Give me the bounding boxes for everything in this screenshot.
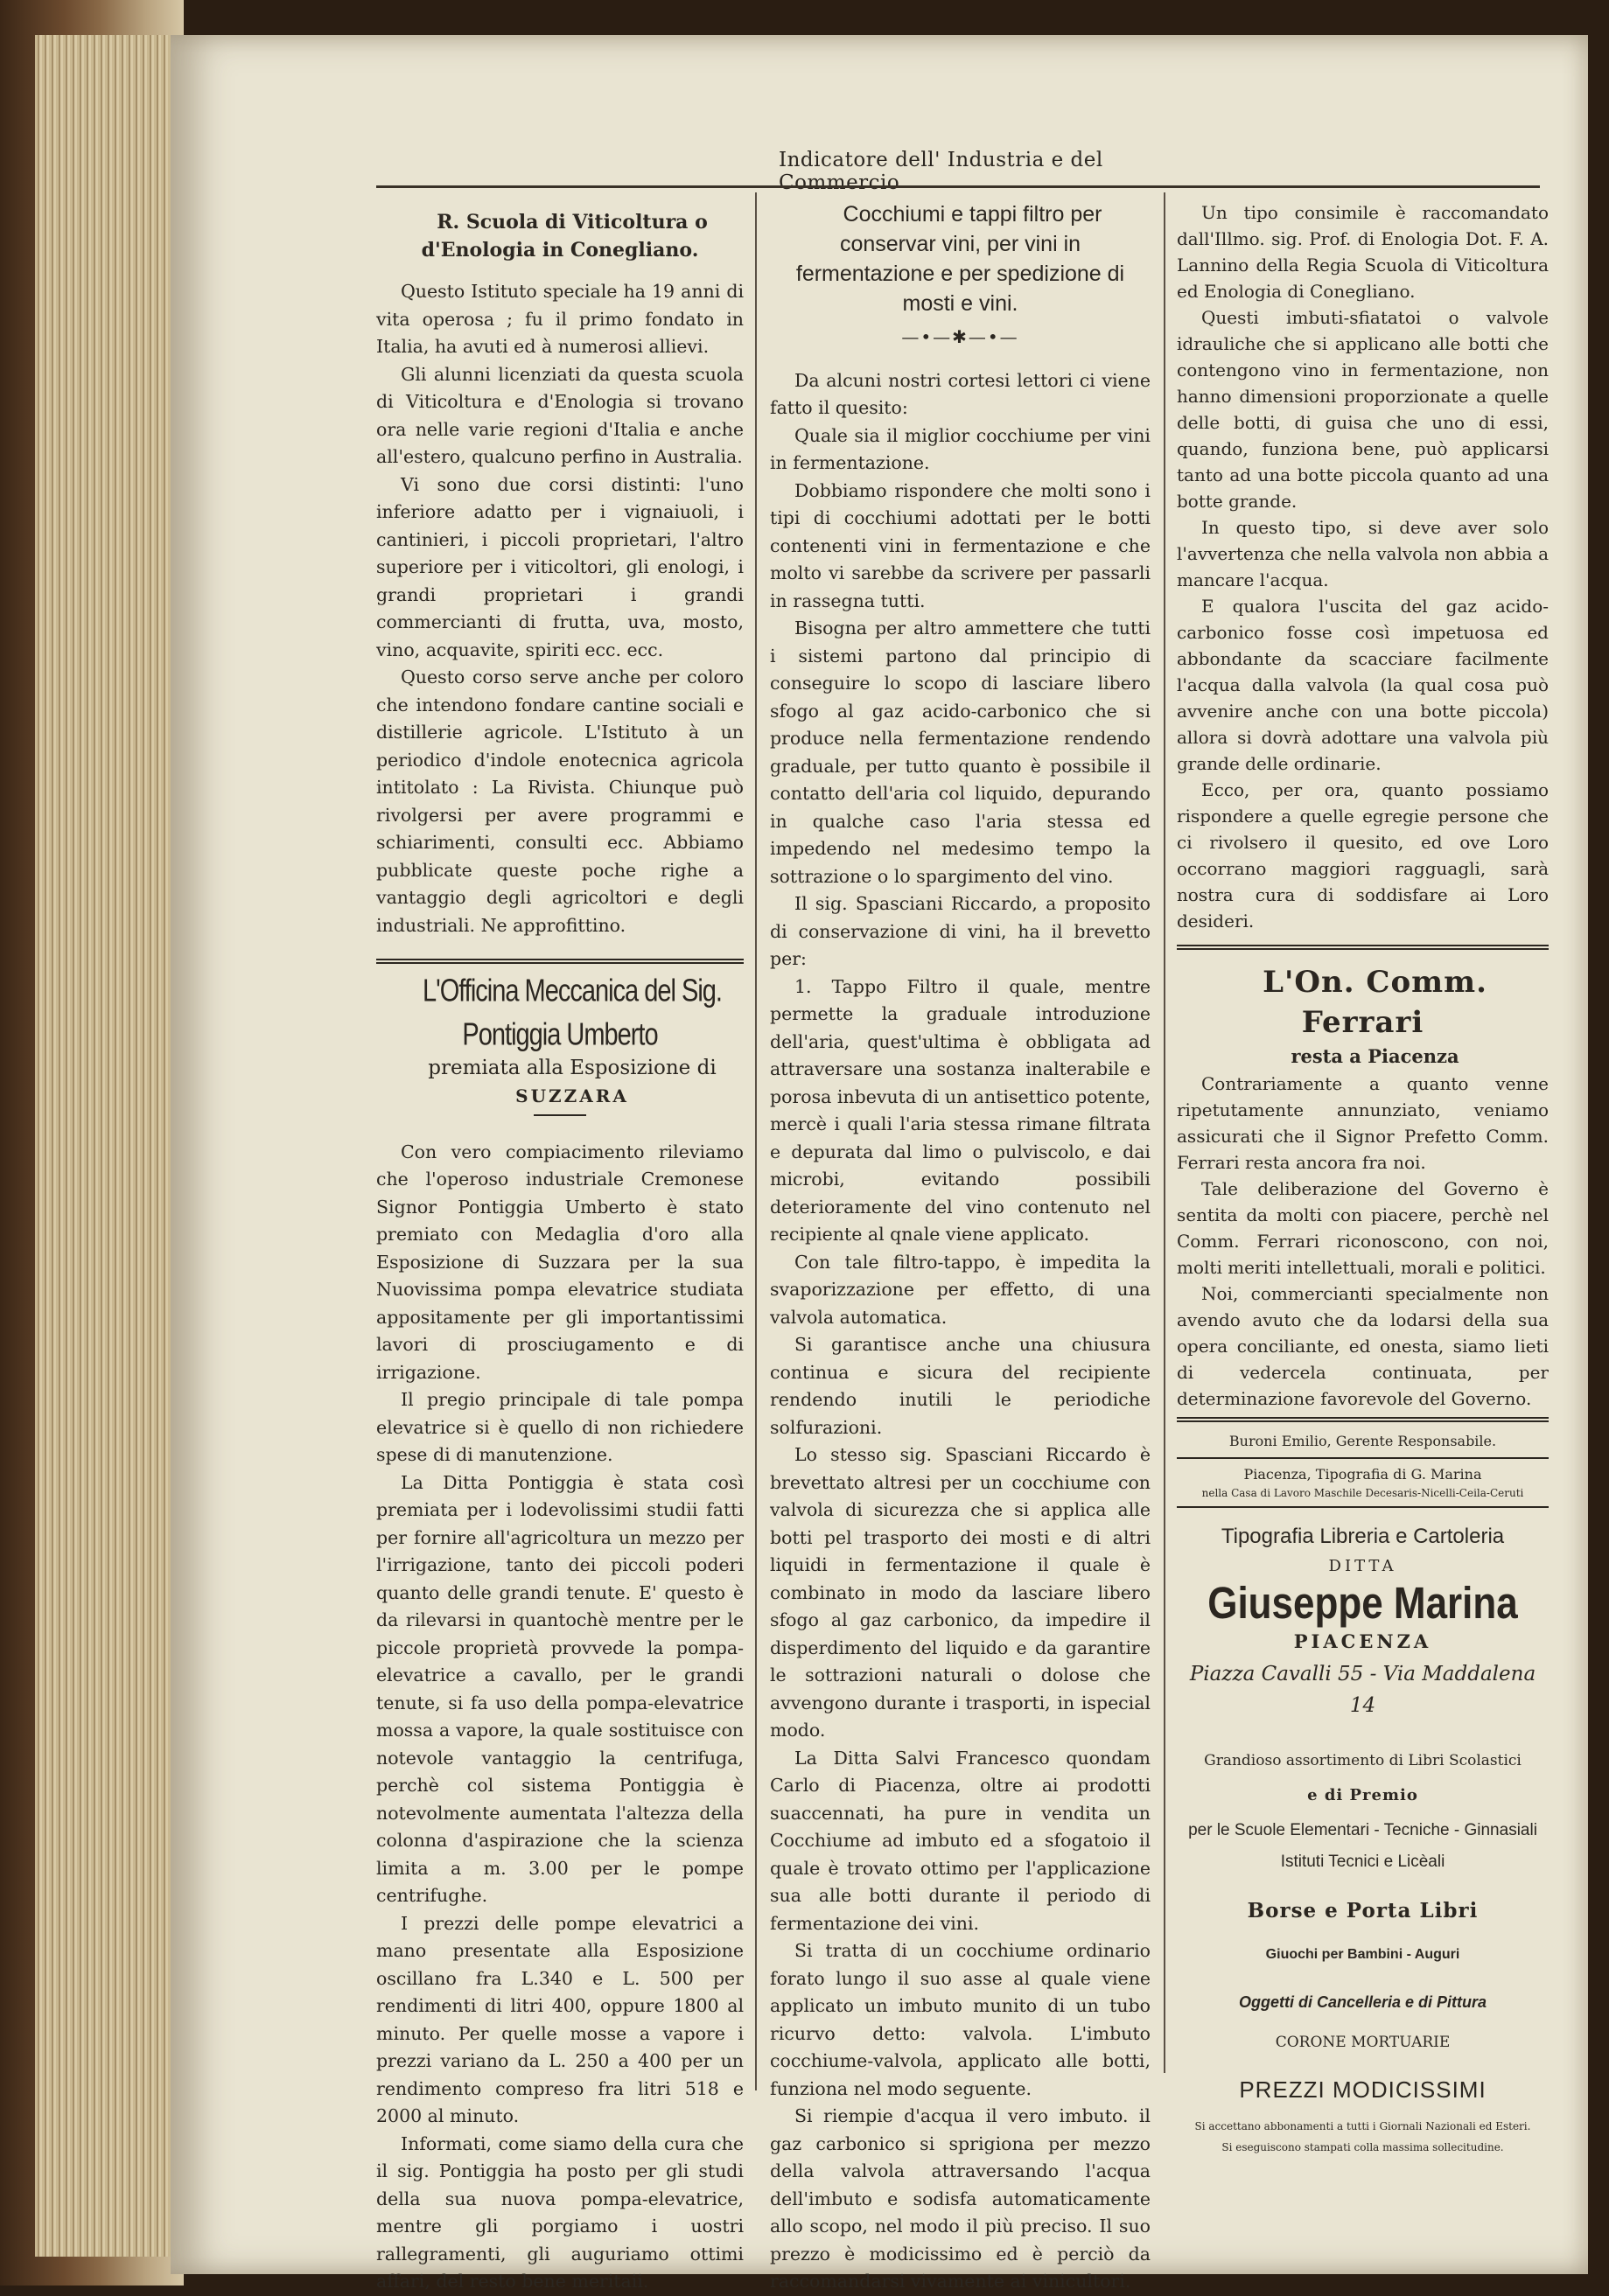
column-3: [1177, 199, 1549, 2155]
ad-line: Si eseguiscono stampati colla massima sollecitudine.: [1221, 2141, 1504, 2153]
paragraph: Bisogna per altro ammettere che tutti i sistemi partono dal principio di conseguire lo scopo di lasciare libero sfogo al gaz acido-carbonico che si produce nella fermentazione rendendo graduale, per tutto quanto è possibile il contatto dell'aria col liquido, depurando in qualche caso l'aria stessa ed impedendo nel medesimo tempo la sottrazione o lo spargimento del vino.: [770, 618, 1151, 887]
ad-line: e di Premio: [1307, 1786, 1418, 1804]
paragraph: In questo tipo, si deve aver solo l'avvertenza che nella valvola non abbia a mancare l'acqua.: [1177, 517, 1549, 590]
ad-company-name: Giuseppe Marina: [1207, 1579, 1518, 1629]
ad-line: Borse e Porta Libri: [1247, 1899, 1479, 1923]
ad-line: per le Scuole Elementari - Tecniche - Ginnasiali: [1188, 1821, 1537, 1839]
article-place: SUZZARA: [515, 1085, 629, 1106]
paragraph: Tale deliberazione del Governo è sentita da molti con piacere, perchè nel Comm. Ferrari riconoscono, con noi, molti meriti intellettuali, morali e politici.: [1177, 1178, 1549, 1278]
column-1: [376, 208, 744, 2296]
rule: [1177, 1506, 1549, 1508]
paragraph: Con tale filtro-tappo, è impedita la svaporizzazione per effetto, di una valvola automatica.: [770, 1251, 1151, 1328]
newspaper-page: [171, 35, 1588, 2292]
ad-line: CORONE MORTUARIE: [1275, 2034, 1451, 2051]
paragraph: La Ditta Pontiggia è stata così premiata per i lodevolissimi studii fatti per fornire all'agricoltura un mezzo per l'irrigazione, tanto dei piccoli poderi quanto delle grandi tenute. E' questo è da rilevarsi in quantochè mentre per le piccole proprietà provvede la pompa-elevatrice a cavallo, per le grandi tenute, si fa uso della pompa-elevatrice mossa a vapore, la quale sostituisce con notevole vantaggio la centrifuga, perchè col sistema Pontiggia è notevolmente aumentata l'altezza della colonna d'aspirazione che la scienza limita a m. 3.00 per le pompe centrifughe.: [376, 1471, 744, 1906]
paragraph: Noi, commercianti specialmente non avendo avuto che da lodarsi della sua opera conciliante, ed onesta, siamo lieti di vedercela continuata, per determinazione favorevole del Governo.: [1177, 1283, 1549, 1409]
paragraph: Dobbiamo rispondere che molti sono i tipi di cocchiumi adottati per le botti contenenti vini in fermentazione e che molto vi sarebbe da scrivere per passarli in rassegna tutti.: [770, 479, 1151, 611]
column-divider-1: [755, 192, 757, 2090]
printer-address: nella Casa di Lavoro Maschile Decesaris-Nicelli-Ceila-Ceruti: [1201, 1487, 1524, 1499]
article-subtitle: resta a Piacenza: [1291, 1045, 1459, 1067]
column-divider-2: [1164, 192, 1165, 2073]
ad-heading: Tipografia Libreria e Cartoleria: [1221, 1525, 1505, 1548]
printer-line: Piacenza, Tipografia di G. Marina: [1243, 1466, 1482, 1483]
ad-line: Si accettano abbonamenti a tutti i Giornali Nazionali ed Esteri.: [1194, 2120, 1531, 2132]
paragraph: La Ditta Salvi Francesco quondam Carlo di Piacenza, oltre ai prodotti suaccennati, ha pure in vendita un Cocchiume ad imbuto ed a sfogatoio il quale è trovato ottimo per l'applicazione sua alle botti durante il periodo di fermentazione dei vini.: [770, 1747, 1151, 1934]
paragraph: Questi imbuti-sfiatatoi o valvole idrauliche che si applicano alle botti che contengono vino in fermentazione, non hanno dimensioni proporzionate a quelle delle botti, di guisa che uno di essi, quando, funziona bene, può applicarsi tanto ad una botte piccola quanto ad una botte grande.: [1177, 307, 1549, 512]
paragraph: Quale sia il miglior cocchiume per vini in fermentazione.: [770, 424, 1151, 473]
ad-line: PREZZI MODICISSIMI: [1239, 2076, 1487, 2103]
paragraph: Questo Istituto speciale ha 19 anni di vita operosa ; fu il primo fondato in Italia, ha avuti ed à numerosi allievi.: [376, 281, 744, 357]
ad-line: Oggetti di Cancelleria e di Pittura: [1238, 1993, 1487, 2011]
column-2: [770, 199, 1151, 2296]
short-rule: [534, 1114, 586, 1116]
ad-line: Giuochi per Bambini - Auguri: [1265, 1947, 1460, 1962]
paragraph: Vi sono due corsi distinti: l'uno inferiore adatto per i vignaiuoli, i cantinieri, i piccoli proprietari, l'altro superiore per i viticoltori, gli enologi, i grandi proprietari i grandi commercianti di frutta, uva, mosto, vino, acquavite, spiriti ecc. ecc.: [376, 473, 744, 660]
paragraph: Lo stesso sig. Spasciani Riccardo è brevettato altresi per un cocchiume con valvola di sicurezza che si applica alle botti pel trasporto dei mosti e di altri liquidi in fermentazione il quale è combinato in modo da lasciare libero sfogo al gaz carbonico, da impedire il disperdimento del liquido e da garantire le sottrazioni naturali o dolose che avvengono durante i trasporti, in ispecial modo.: [770, 1444, 1151, 1741]
paragraph: Informati, come siamo della cura che il sig. Pontiggia ha posto per gli studi della sua nuova pompa-elevatrice, mentre gli porgiamo i uostri rallegramenti, gli auguriamo ottimi affari, del resto bene meritaii.: [376, 2132, 744, 2292]
gerente-line: Buroni Emilio, Gerente Responsabile.: [1228, 1433, 1497, 1449]
paragraph: Si garantisce anche una chiusura continua e sicura del recipiente rendendo inutili le periodiche solfurazioni.: [770, 1334, 1151, 1438]
ad-line: Grandioso assortimento di Libri Scolastici: [1204, 1752, 1522, 1769]
paragraph: Questo corso serve anche per coloro che intendono fondare cantine sociali e distillerie agricole. L'Istituto à un periodico d'indole enotecnica agricola intitolato : La Rivista. Chiunque può rivolgersi per avere programmi e schiarimenti, consulti ecc. Abbiamo pubblicate queste poche righe a vantaggio degli agricoltori e degli industriali. Ne approfittino.: [376, 666, 744, 936]
ad-ditta: DITTA: [1328, 1557, 1397, 1575]
rule: [1177, 1457, 1549, 1459]
paragraph: Da alcuni nostri cortesi lettori ci viene fatto il quesito:: [770, 369, 1151, 418]
ad-line: Istituti Tecnici e Licèali: [1280, 1853, 1445, 1871]
page-header: Indicatore dell' Industria e del Commercio: [779, 149, 1103, 194]
section-rule: [376, 959, 744, 964]
paragraph: Si riempie d'acqua il vero imbuto. il gaz carbonico si sprigiona per mezzo della valvola attraversando l'acqua dell'imbuto e sodisfa automaticamente allo scopo, nel modo il più preciso. Il suo prezzo è modicissimo ed è perciò da raccomandarsi vivamente ai vinicultori.: [770, 2105, 1151, 2292]
article-title-cocchiumi: Cocchiumi e tappi filtro per conservar vini, per vini in fermentazione e per spedizione di mosti e vini.: [795, 202, 1125, 316]
section-rule: [1177, 1417, 1549, 1422]
article-title-officina: L'Officina Meccanica del Sig. Pontiggia Umberto: [423, 974, 722, 1052]
paragraph: Si tratta di un cocchiume ordinario forato lungo il suo asse al quale viene applicato un imbuto munito di un tubo ricurvo detto: valvola. L'imbuto cocchiume-valvola, applicato alle botti, funziona nel modo seguente.: [770, 1940, 1151, 2099]
page-stack-edge: [35, 35, 184, 2257]
paragraph: Contrariamente a quanto venne ripetutamente annunziato, veniamo assicurati che il Signor Prefetto Comm. Ferrari resta ancora fra noi.: [1177, 1073, 1549, 1173]
paragraph: Un tipo consimile è raccomandato dall'Illmo. sig. Prof. di Enologia Dot. F. A. Lannino della Regia Scuola di Viticoltura ed Enologia di Conegliano.: [1177, 202, 1549, 302]
header-rule: [376, 185, 1540, 188]
section-rule: [1177, 945, 1549, 950]
paragraph: Il pregio principale di tale pompa elevatrice si è quello di non richiedere spese di di manutenzione.: [376, 1389, 744, 1465]
article-title-scuola: R. Scuola di Viticoltura o d'Enologia in Conegliano.: [421, 211, 708, 262]
ad-city: PIACENZA: [1293, 1630, 1432, 1652]
paragraph: Il sig. Spasciani Riccardo, a proposito di conservazione di vini, ha il brevetto per:: [770, 893, 1151, 969]
article-subtitle: premiata alla Esposizione di: [428, 1057, 717, 1079]
paragraph: Con vero compiacimento rileviamo che l'operoso industriale Cremonese Signor Pontiggia Umberto è stato premiato con Medaglia d'oro alla Esposizione di Suzzara per la sua Nuovissima pompa elevatrice studiata appositamente per gli importantissimi lavori di prosciugamento e di irrigazione.: [376, 1141, 744, 1383]
paragraph: 1. Tappo Filtro il quale, mentre permette la graduale introduzione dell'aria, quest'ultima è obbligata ad attraversare una sostanza inalterabile e porosa inbevuta di un antisettico potente, mercè i quali l'aria stessa rimane filtrata e depurata dal limo o pulviscolo, e dai microbi, evitando possibili deterioramente del vino contenuto nel recipiente al qnale viene applicato.: [770, 975, 1151, 1245]
paragraph: E qualora l'uscita del gaz acido-carbonico fosse così impetuosa ed abbondante da scacciare facilmente l'acqua dalla valvola (la qual cosa può avvenire anche con una botte piccola) allora si dovrà adottare una valvola più grande delle ordinarie.: [1177, 596, 1549, 774]
ornament-divider: —•—✱—•—: [901, 326, 1019, 347]
article-title-ferrari: L'On. Comm. Ferrari: [1263, 965, 1487, 1040]
ad-address: Piazza Cavalli 55 - Via Maddalena 14: [1189, 1663, 1536, 1717]
paragraph: Ecco, per ora, quanto possiamo rispondere a quelle egregie persone che ci rivolsero il quesito, ed ove Loro occorrano maggiori ragguagli, sarà nostra cura di soddisfare ai Loro desideri.: [1177, 779, 1549, 932]
paragraph: I prezzi delle pompe elevatrici a mano presentate alla Esposizione oscillano fra L.340 e L. 500 per rendimenti di litri 400, oppure 1800 al minuto. Per quelle mosse a vapore i prezzi variano da L. 250 a 400 per un rendimento compreso fra litri 518 e 2000 al minuto.: [376, 1912, 744, 2126]
paragraph: Gli alunni licenziati da questa scuola di Viticoltura e d'Enologia si trovano ora nelle varie regioni d'Italia e anche all'estero, qualcuno perfino in Australia.: [376, 363, 744, 467]
